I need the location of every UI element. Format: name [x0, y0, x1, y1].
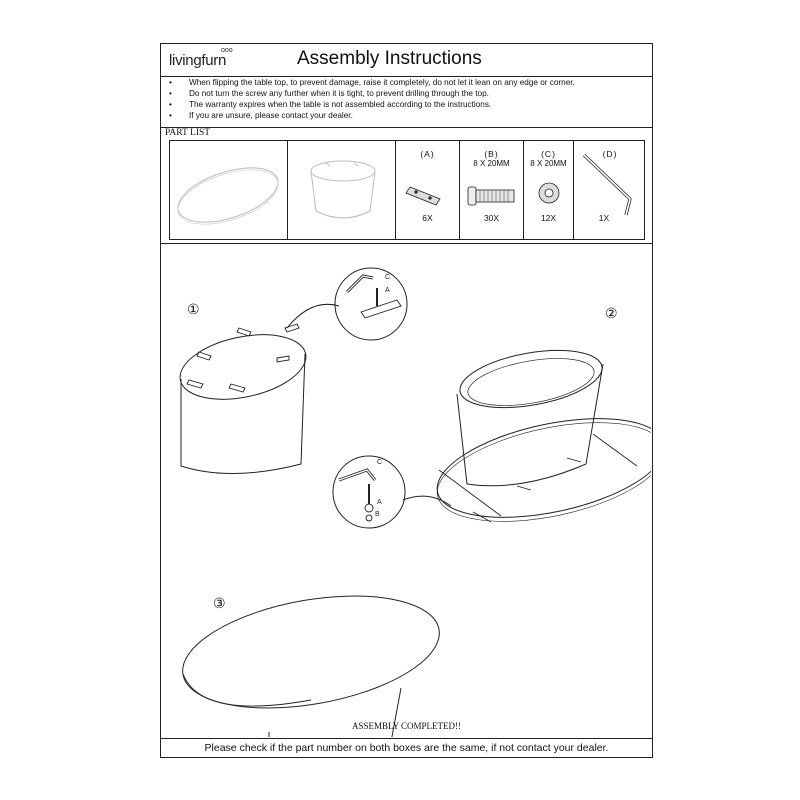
part-code: (C) [541, 149, 556, 159]
part-qty: 6X [422, 213, 433, 223]
assembly-diagram [161, 244, 652, 737]
note-item: • If you are unsure, please contact your dealer. [169, 111, 353, 120]
note-item: • Do not turn the screw any further when it is tight, to prevent drilling through the top. [169, 89, 489, 98]
callout-label-a: A [385, 287, 390, 294]
note-item: • The warranty expires when the table is not assembled according to the instructions. [169, 100, 492, 109]
brand-logo: livingfurn [169, 52, 227, 69]
bracket-plate-icon [396, 141, 460, 241]
instruction-sheet [160, 43, 653, 758]
part-cell-a [396, 141, 460, 239]
part-size: 8 X 20MM [473, 159, 510, 168]
callout-label-b: B [375, 511, 380, 518]
assembly-illustration [161, 244, 651, 737]
part-list-label: PART LIST [165, 128, 211, 138]
part-cell-c [524, 141, 574, 239]
allen-key-icon [574, 141, 646, 241]
table-top-icon [170, 141, 288, 241]
part-size: 8 X 20MM [530, 159, 567, 168]
bolt-icon [460, 141, 524, 241]
washer-icon [524, 141, 574, 241]
part-qty: 1X [598, 213, 610, 223]
part-code: (B) [484, 149, 499, 159]
table-base-icon [288, 141, 396, 241]
callout-label-c: C [377, 459, 383, 466]
page-title: Assembly Instructions [297, 48, 482, 69]
part-qty: 12X [540, 213, 557, 223]
part-code: (D) [602, 149, 618, 159]
notes-list [161, 77, 652, 128]
part-list-table [169, 140, 645, 240]
part-code: (A) [420, 149, 435, 159]
step-3-number: ③ [213, 597, 226, 612]
header [161, 44, 652, 77]
part-cell-table-top [170, 141, 288, 239]
note-item: • When flipping the table top, to prevent damage, raise it completely, do not let it lean on any edge or corner. [169, 78, 575, 87]
step-1-number: ① [187, 303, 200, 318]
part-cell-b [460, 141, 524, 239]
footer [161, 738, 652, 758]
assembly-completed-text: ASSEMBLY COMPLETED!! [351, 721, 462, 731]
callout-label-c: C [385, 274, 391, 281]
part-cell-base [288, 141, 396, 239]
brand-mark: ooo [221, 47, 233, 54]
part-qty: 30X [483, 213, 500, 223]
callout-label-a: A [377, 499, 382, 506]
footer-text: Please check if the part number on both boxes are the same, if not contact your dealer. [204, 742, 609, 754]
step-2-number: ② [605, 307, 618, 322]
part-cell-d [574, 141, 646, 239]
